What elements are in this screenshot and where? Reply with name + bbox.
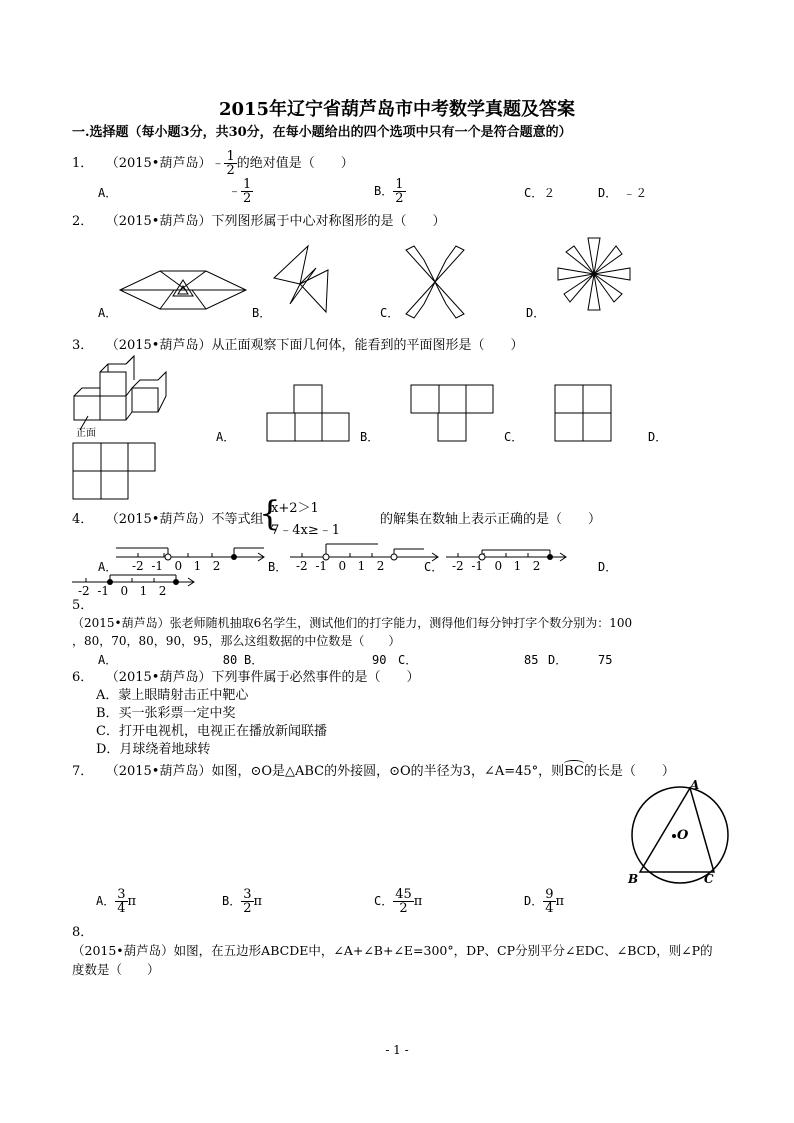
q6-option-d: D．月球绕着地球转 [96,742,211,757]
page-title: 2015年辽宁省葫芦岛市中考数学真题及答案 [218,99,576,120]
q3-option-d: D． [648,430,668,444]
question-7-stem: 7． （2015•葫芦岛）如图，⊙O是△ABC的外接圆，⊙O的半径为3，∠A=45°，则BC 的长是（ ） [72,764,675,780]
q3-solid-figure [72,358,172,438]
q2-figure-a [118,268,248,308]
q3-option-a-figure [266,384,350,442]
q2-option-b: B． [252,306,272,320]
point-b-label: B [628,872,639,886]
nl-a-labels: -2 -1 0 1 2 [132,559,221,573]
q1-option-a-label: A． [98,186,118,200]
q5-option-c: C． [398,653,418,667]
question-2-stem: 2． （2015•葫芦岛）下列图形属于中心对称图形的是（ ） [72,214,446,229]
question-3-stem: 3． （2015•葫芦岛）从正面观察下面几何体，能看到的平面图形是（ ） [72,338,524,353]
question-5-line1: （2015•葫芦岛）张老师随机抽取6名学生，测试他们的打字能力，测得他们每分钟打字个数分别为：100 [72,616,633,630]
q1-option-a-value: ﹣ $\frac{1}{2}$ [228,177,252,206]
nl-b-labels: -2 -1 0 1 2 [296,559,385,573]
q5-option-c-value: 85 [524,653,539,667]
question-1-stem: 1． （2015•葫芦岛）﹣ $\frac{1}{2}$ 的绝对值是（ ） [72,149,354,178]
q3-option-c: C． [504,430,524,444]
system-brace: { [259,494,281,534]
q7-option-c: C． $\frac{45}{2}$ π [374,887,423,916]
q7-option-b: B． $\frac{3}{2}$ π [222,887,263,916]
q3-option-d-figure [72,442,156,500]
q1-option-b: B． $\frac{1}{2}$ [374,177,404,206]
q5-option-b: B． [244,653,264,667]
question-5-line2: ，80，70，80，90，95，那么这组数据的中位数是（ ） [72,634,401,648]
section-heading: 一.选择题（每小题3分，共30分，在每小题给出的四个选项中只有一个是符合题意的） [72,125,572,140]
q3-option-b-figure [410,384,494,442]
q4-option-d: D． [598,560,618,574]
q5-option-d: D． [548,653,568,667]
q6-option-a: A．蒙上眼睛射击正中靶心 [96,688,249,703]
q1-option-d: D． ﹣２ [598,186,648,200]
q3-option-c-figure [554,384,612,442]
q4-option-a: A． [98,560,118,574]
question-4-stem-post: 的解集在数轴上表示正确的是（ ） [380,512,602,527]
q3-option-b: B． [360,430,380,444]
q2-option-a: A． [98,306,118,320]
nl-c-labels: -2 -1 0 1 2 [452,559,541,573]
inequality-1: x+2＞1 [271,501,319,516]
q2-option-c: C． [380,306,400,320]
question-8-line1: （2015•葫芦岛）如图，在五边形ABCDE中，∠A+∠B+∠E=300°，DP、CP分别平分∠EDC、∠BCD，则∠P的 [72,943,713,958]
q4-option-b: B． [268,560,288,574]
q3-option-a: A． [216,430,236,444]
nl-d-labels: -2 -1 0 1 2 [78,584,167,598]
q7-option-a: A． $\frac{3}{4}$ π [96,887,137,916]
q5-option-b-value: 90 [372,653,387,667]
point-c-label: C [704,872,714,886]
point-a-label: A [690,778,700,792]
q2-option-d: D． [526,306,546,320]
inequality-2: 7﹣4x≥﹣1 [271,523,341,538]
front-label: 正面 [76,428,96,439]
q1-option-c: C．２ [524,186,556,200]
q6-option-b: B．买一张彩票一定中奖 [96,706,236,721]
q4-option-c: C． [424,560,444,574]
q2-figure-d [554,236,634,316]
question-8-line2: 度数是（ ） [72,962,160,977]
point-o-label: O [677,828,689,843]
q2-figure-b [270,242,340,317]
q5-option-a: A． 80 [98,653,238,667]
q2-figure-c [400,246,470,318]
question-5-num: 5． [72,598,94,613]
q5-option-d-value: 75 [598,653,613,667]
q7-option-d: D． $\frac{9}{4}$ π [524,887,565,916]
question-4-stem-pre: 4． （2015•葫芦岛）不等式组 [72,512,264,527]
question-8-num: 8． [72,925,94,940]
q6-option-c: C．打开电视机，电视正在播放新闻联播 [96,724,327,739]
page-number: - 1 - [385,1043,409,1057]
question-6-stem: 6． （2015•葫芦岛）下列事件属于必然事件的是（ ） [72,670,420,685]
